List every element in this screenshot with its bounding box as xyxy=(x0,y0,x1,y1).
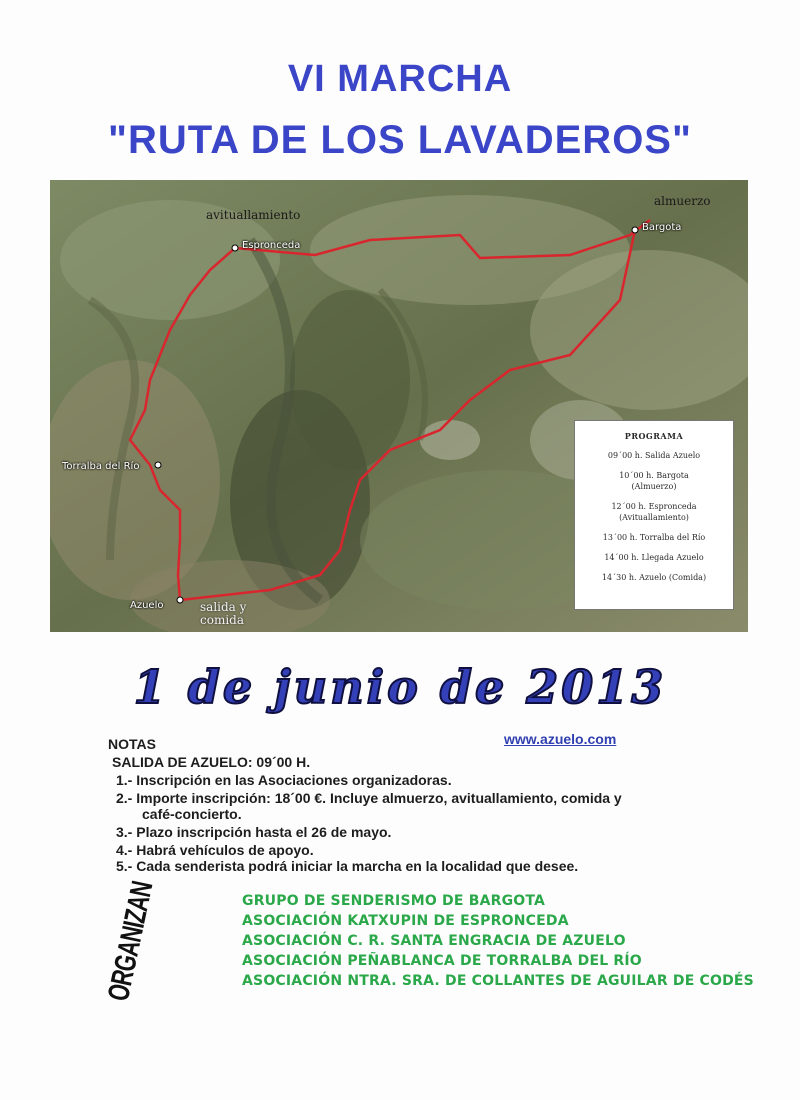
label-salida: salida y xyxy=(200,600,247,614)
note-item xyxy=(116,790,622,806)
event-date: 1 de junio de 2013 xyxy=(133,660,667,714)
note-number: 4.- xyxy=(116,842,133,858)
note-text: Cada senderista podrá iniciar la marcha en la localidad que desee. xyxy=(136,858,579,874)
programa-item-line: (Avituallamiento) xyxy=(619,513,689,522)
note-item xyxy=(116,842,314,858)
place-espronceda: Espronceda xyxy=(242,240,301,251)
note-text: Inscripción en las Asociaciones organizadoras. xyxy=(136,772,452,788)
note-item xyxy=(116,772,452,788)
label-avituallamiento: avituallamiento xyxy=(206,208,301,222)
programa-item xyxy=(575,501,733,523)
poster-title-line1: VI MARCHA xyxy=(287,58,513,100)
organizer-item: GRUPO DE SENDERISMO DE BARGOTA xyxy=(242,893,546,909)
organizer-item: ASOCIACIÓN C. R. SANTA ENGRACIA DE AZUELO xyxy=(242,933,626,949)
note-item xyxy=(116,858,578,874)
programa-box xyxy=(574,420,734,610)
programa-item-line: 14´00 h. Llegada Azuelo xyxy=(604,553,704,562)
note-number: 5.- xyxy=(116,858,133,874)
notes-salida: SALIDA DE AZUELO: 09´00 H. xyxy=(112,754,311,770)
organizan-label-box xyxy=(94,878,244,1004)
programa-item xyxy=(575,532,733,543)
website-link[interactable]: www.azuelo.com xyxy=(504,731,617,747)
programa-item-line: 09´00 h. Salida Azuelo xyxy=(607,451,701,460)
programa-item xyxy=(575,572,733,583)
place-bargota: Bargota xyxy=(642,222,682,233)
label-almuerzo: almuerzo xyxy=(654,194,711,208)
note-number: 2.- xyxy=(116,790,133,806)
organizers-list xyxy=(242,891,754,991)
organizer-item: ASOCIACIÓN PEÑABLANCA DE TORRALBA DEL RÍO xyxy=(242,953,642,969)
organizer-item: ASOCIACIÓN KATXUPIN DE ESPRONCEDA xyxy=(242,913,569,929)
poster-title-line2: "RUTA DE LOS LAVADEROS" xyxy=(108,118,692,162)
programa-item-line: (Almuerzo) xyxy=(631,482,677,491)
programa-item xyxy=(575,470,733,492)
note-text: Importe inscripción: 18´00 €. Incluye almuerzo, avituallamiento, comida y xyxy=(136,790,622,806)
organizer-item: ASOCIACIÓN NTRA. SRA. DE COLLANTES DE AGUILAR DE CODÉS xyxy=(242,973,754,989)
place-azuelo: Azuelo xyxy=(130,600,164,611)
programa-item-line: 14´30 h. Azuelo (Comida) xyxy=(601,573,707,582)
note-item-continuation xyxy=(142,806,242,822)
notes-label: NOTAS xyxy=(108,736,156,752)
note-number: 3.- xyxy=(116,824,133,840)
programa-item xyxy=(575,450,733,461)
programa-title: PROGRAMA xyxy=(624,431,684,441)
programa-item-line: 13´00 h. Torralba del Río xyxy=(602,533,706,542)
note-text: Plazo inscripción hasta el 26 de mayo. xyxy=(136,824,392,840)
place-torralba: Torralba del Río xyxy=(62,461,140,472)
label-comida: comida xyxy=(200,613,244,627)
note-number: 1.- xyxy=(116,772,133,788)
route-map xyxy=(50,180,748,632)
organizan-label: ORGANIZAN xyxy=(102,878,160,1004)
programa-item xyxy=(575,552,733,563)
programa-item-line: 12´00 h. Espronceda xyxy=(611,502,697,511)
note-text: café-concierto. xyxy=(142,806,242,822)
note-item xyxy=(116,824,391,840)
note-text: Habrá vehículos de apoyo. xyxy=(136,842,314,858)
programa-item-line: 10´00 h. Bargota xyxy=(619,471,689,480)
